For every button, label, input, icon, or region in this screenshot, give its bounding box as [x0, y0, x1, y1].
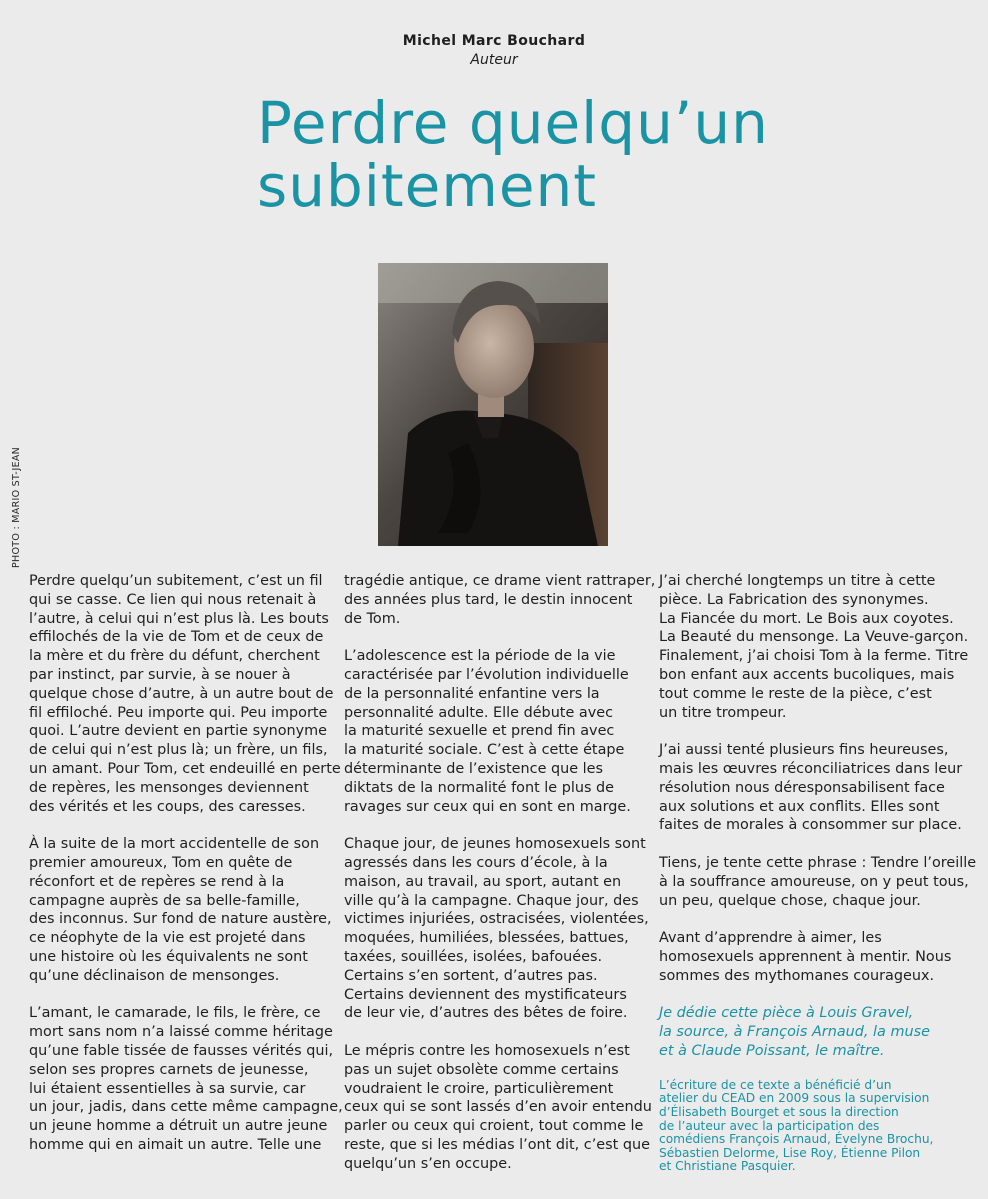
text-line: À la suite de la mort accidentelle de son	[29, 836, 320, 853]
text-line: un peu, quelque chose, chaque jour.	[659, 892, 921, 909]
text-line: à la souffrance amoureuse, on y peut tous,	[659, 873, 969, 890]
text-line: lui étaient essentielles à sa survie, car	[29, 1080, 306, 1097]
text-line: mais les œuvres réconciliatrices dans leur	[659, 760, 963, 777]
text-line: aux solutions et aux conflits. Elles sont	[659, 798, 940, 815]
text-line: un jour, jadis, dans cette même campagne,	[29, 1099, 343, 1116]
text-line: tout comme le reste de la pièce, c’est	[659, 685, 932, 702]
text-line: de celui qui n’est plus là; un frère, un fils,	[29, 742, 328, 759]
paragraph	[659, 741, 969, 835]
text-line: campagne auprès de sa belle-famille,	[29, 892, 300, 909]
text-line: quelqu’un s’en occupe.	[344, 1155, 512, 1172]
text-line: par instinct, par survie, à se nouer à	[29, 666, 291, 683]
text-line: moquées, humiliées, blessées, battues,	[344, 930, 629, 947]
text-line: l’autre, à celui qui n’est plus là. Les bouts	[29, 610, 329, 627]
paragraph	[344, 647, 654, 816]
text-line: sommes des mythomanes courageux.	[659, 967, 935, 984]
text-line: quelque chose d’autre, à un autre bout de	[29, 685, 334, 702]
photo-credit: PHOTO : MARIO ST-JEAN	[11, 446, 22, 568]
title-line: Perdre quelqu’un	[257, 89, 769, 157]
note-line: d’Élisabeth Bourget et sous la direction	[659, 1104, 899, 1119]
text-line: ville qu’à la campagne. Chaque jour, des	[344, 892, 639, 909]
paragraph	[29, 1004, 343, 1154]
text-line: Finalement, j’ai choisi Tom à la ferme. Titre	[659, 648, 969, 665]
text-line: Le mépris contre les homosexuels n’est	[344, 1042, 630, 1059]
text-line: homme qui en aimait un autre. Telle une	[29, 1136, 322, 1153]
dedication-line: et à Claude Poissant, le maître.	[659, 1042, 885, 1059]
text-line: La Beauté du mensonge. La Veuve-garçon.	[659, 629, 969, 646]
text-line: La Fiancée du mort. Le Bois aux coyotes.	[659, 610, 954, 627]
text-line: caractérisée par l’évolution individuelle	[344, 666, 629, 683]
text-line: faites de morales à consommer sur place.	[659, 817, 962, 834]
author-role: Auteur	[470, 52, 518, 68]
acknowledgement-note	[659, 1079, 969, 1174]
text-line: victimes injuriées, ostracisées, violentées,	[344, 911, 649, 928]
text-line: un titre trompeur.	[659, 704, 787, 721]
text-line: J’ai cherché longtemps un titre à cette	[659, 573, 936, 589]
text-line: Certains s’en sortent, d’autres pas.	[344, 967, 598, 984]
text-line: résolution nous déresponsabilisent face	[659, 779, 945, 796]
text-line: mort sans nom n’a laissé comme héritage	[29, 1024, 333, 1041]
text-line: la mère et du frère du défunt, cherchent	[29, 648, 320, 665]
title-line: subitement	[257, 152, 598, 220]
text-line: une histoire où les équivalents ne sont	[29, 948, 308, 965]
note-line: comédiens François Arnaud, Évelyne Brochu,	[659, 1132, 934, 1147]
text-line: reste, que si les médias l’ont dit, c’est que	[344, 1136, 650, 1153]
text-line: taxées, souillées, isolées, bafouées.	[344, 948, 603, 965]
text-line: personnalité adulte. Elle débute avec	[344, 704, 613, 721]
paragraph	[344, 572, 654, 628]
text-line: qu’une fable tissée de fausses vérités qui,	[29, 1042, 334, 1059]
text-line: fil effiloché. Peu importe qui. Peu importe	[29, 704, 328, 721]
text-line: parler ou ceux qui croient, tout comme le	[344, 1118, 644, 1135]
text-line: de repères, les mensonges deviennent	[29, 779, 309, 796]
note-line: atelier du CEAD en 2009 sous la supervision	[659, 1091, 930, 1106]
dedication-line: Je dédie cette pièce à Louis Gravel,	[659, 1005, 914, 1022]
text-column-3	[659, 572, 977, 1174]
paragraph	[344, 835, 654, 1023]
text-line: effilochés de la vie de Tom et de ceux de	[29, 629, 324, 646]
text-line: un jeune homme a détruit un autre jeune	[29, 1118, 328, 1135]
article-title	[257, 89, 957, 220]
text-line: déterminante de l’existence que les	[344, 760, 604, 777]
text-line: Perdre quelqu’un subitement, c’est un fil	[29, 573, 323, 589]
text-line: L’adolescence est la période de la vie	[344, 648, 616, 665]
text-line: de Tom.	[344, 610, 401, 627]
text-line: qui se casse. Ce lien qui nous retenait à	[29, 591, 317, 608]
text-line: pièce. La Fabrication des synonymes.	[659, 591, 929, 608]
text-line: la maturité sociale. C’est à cette étape	[344, 742, 625, 759]
paragraph	[659, 854, 977, 910]
text-line: Certains deviennent des mystificateurs	[344, 986, 627, 1003]
text-line: Avant d’apprendre à aimer, les	[659, 930, 882, 947]
text-line: voudraient le croire, particulièrement	[344, 1080, 614, 1097]
text-column-1	[29, 572, 343, 1174]
text-line: tragédie antique, ce drame vient rattraper,	[344, 573, 656, 589]
note-line: Sébastien Delorme, Lise Roy, Étienne Pilon	[659, 1145, 921, 1160]
text-line: selon ses propres carnets de jeunesse,	[29, 1061, 309, 1078]
author-block	[0, 32, 988, 70]
text-line: la maturité sexuelle et prend fin avec	[344, 723, 615, 740]
text-line: diktats de la normalité font le plus de	[344, 779, 615, 796]
text-line: ravages sur ceux qui en sont en marge.	[344, 798, 631, 815]
text-line: Chaque jour, de jeunes homosexuels sont	[344, 836, 646, 853]
text-line: réconfort et de repères se rend à la	[29, 873, 285, 890]
text-line: premier amoureux, Tom en quête de	[29, 854, 293, 871]
text-line: L’amant, le camarade, le fils, le frère, ce	[29, 1005, 321, 1022]
paragraph	[659, 572, 969, 722]
text-line: des inconnus. Sur fond de nature austère,	[29, 911, 332, 928]
text-column-2	[344, 572, 654, 1192]
text-line: ce néophyte de la vie est projeté dans	[29, 930, 306, 947]
note-line: de l’auteur avec la participation des	[659, 1118, 880, 1133]
text-line: quoi. L’autre devient en partie synonyme	[29, 723, 328, 740]
text-line: un amant. Pour Tom, cet endeuillé en perte	[29, 760, 341, 777]
dedication	[659, 1004, 969, 1060]
text-line: maison, au travail, au sport, autant en	[344, 873, 622, 890]
text-line: de la personnalité enfantine vers la	[344, 685, 600, 702]
paragraph	[29, 835, 339, 985]
note-line: L’écriture de ce texte a bénéficié d’un	[659, 1077, 892, 1092]
text-line: des années plus tard, le destin innocent	[344, 591, 633, 608]
text-line: agressés dans les cours d’école, à la	[344, 854, 608, 871]
paragraph	[659, 929, 969, 985]
author-photo	[378, 263, 608, 546]
text-line: J’ai aussi tenté plusieurs fins heureuses,	[659, 742, 949, 759]
text-line: homosexuels apprennent à mentir. Nous	[659, 948, 952, 965]
text-line: Tiens, je tente cette phrase : Tendre l’oreille	[659, 854, 977, 871]
author-name: Michel Marc Bouchard	[402, 33, 586, 49]
text-line: des vérités et les coups, des caresses.	[29, 798, 306, 815]
portrait-illustration	[378, 263, 608, 546]
text-line: qu’une déclinaison de mensonges.	[29, 967, 280, 984]
text-line: de leur vie, d’autres des bêtes de foire.	[344, 1005, 628, 1022]
note-line: et Christiane Pasquier.	[659, 1159, 796, 1174]
text-line: ceux qui se sont lassés d’en avoir entendu	[344, 1099, 652, 1116]
text-line: bon enfant aux accents bucoliques, mais	[659, 666, 955, 683]
paragraph	[344, 1042, 654, 1174]
dedication-line: la source, à François Arnaud, la muse	[659, 1024, 930, 1041]
text-line: pas un sujet obsolète comme certains	[344, 1061, 619, 1078]
paragraph	[29, 572, 339, 816]
